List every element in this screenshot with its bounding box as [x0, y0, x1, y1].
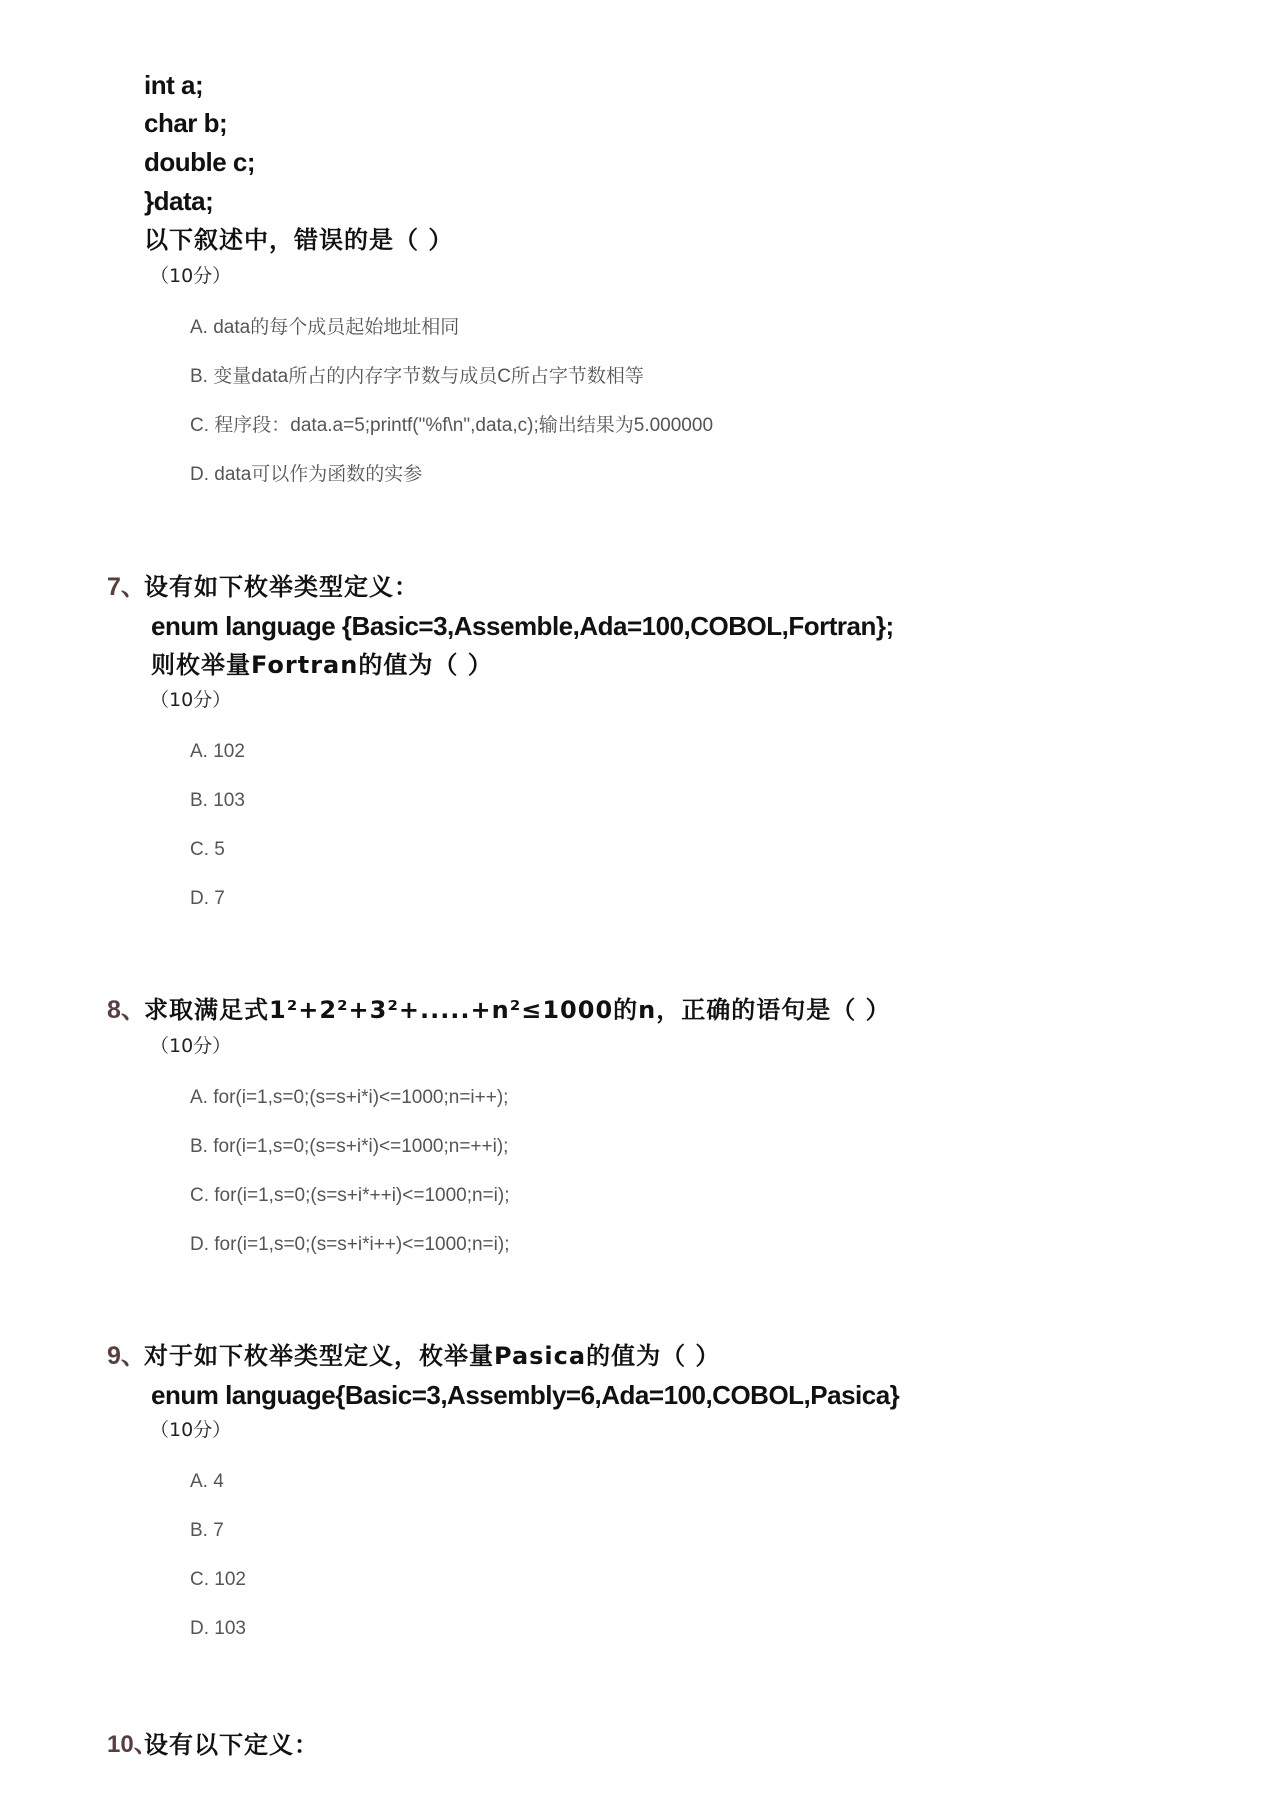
question-code: enum language {Basic=3,Assemble,Ada=100,COBOL,Fortran}; [151, 611, 894, 641]
question-number: 7、 [107, 573, 146, 601]
option-d[interactable]: D. data可以作为函数的实参 [190, 464, 423, 485]
score-label: （10分） [150, 689, 232, 711]
option-d[interactable]: D. 7 [190, 888, 225, 909]
question-title: 设有以下定义： [144, 1731, 319, 1759]
option-a[interactable]: A. for(i=1,s=0;(s=s+i*i)<=1000;n=i++); [190, 1087, 509, 1108]
score-label: （10分） [150, 1035, 232, 1057]
option-c[interactable]: C. 5 [190, 839, 225, 860]
question-title: 求取满足式1²+2²+3²+.....+n²≤1000的n，正确的语句是（ ） [144, 996, 891, 1024]
option-a[interactable]: A. 102 [190, 741, 245, 762]
code-line: int a; [144, 70, 204, 100]
option-b[interactable]: B. 7 [190, 1520, 224, 1541]
option-a[interactable]: A. data的每个成员起始地址相同 [190, 317, 460, 338]
option-d[interactable]: D. 103 [190, 1618, 246, 1639]
option-b[interactable]: B. 103 [190, 790, 245, 811]
option-a[interactable]: A. 4 [190, 1471, 224, 1492]
question-title: 对于如下枚举类型定义，枚举量Pasica的值为（ ） [144, 1342, 721, 1370]
code-line: double c; [144, 147, 256, 177]
option-b[interactable]: B. for(i=1,s=0;(s=s+i*i)<=1000;n=++i); [190, 1136, 509, 1157]
option-b[interactable]: B. 变量data所占的内存字节数与成员C所占字节数相等 [190, 366, 644, 387]
question-title: 设有如下枚举类型定义： [144, 573, 419, 601]
question-code: enum language{Basic=3,Assembly=6,Ada=100,COBOL,Pasica} [151, 1380, 900, 1410]
question-number: 8、 [107, 996, 146, 1024]
option-c[interactable]: C. for(i=1,s=0;(s=s+i*++i)<=1000;n=i); [190, 1185, 510, 1206]
score-label: （10分） [150, 265, 232, 287]
option-c[interactable]: C. 程序段：data.a=5;printf("%f\n",data,c);输出结果为5.000000 [190, 415, 714, 436]
option-c[interactable]: C. 102 [190, 1569, 246, 1590]
question-number: 9、 [107, 1342, 146, 1370]
option-d[interactable]: D. for(i=1,s=0;(s=s+i*i++)<=1000;n=i); [190, 1234, 510, 1255]
question-number: 10、 [107, 1731, 158, 1758]
code-line: char b; [144, 108, 228, 138]
score-label: （10分） [150, 1419, 232, 1441]
question-prompt: 以下叙述中，错误的是（ ） [144, 226, 454, 254]
question-prompt: 则枚举量Fortran的值为（ ） [151, 651, 493, 679]
code-line: }data; [144, 186, 214, 216]
